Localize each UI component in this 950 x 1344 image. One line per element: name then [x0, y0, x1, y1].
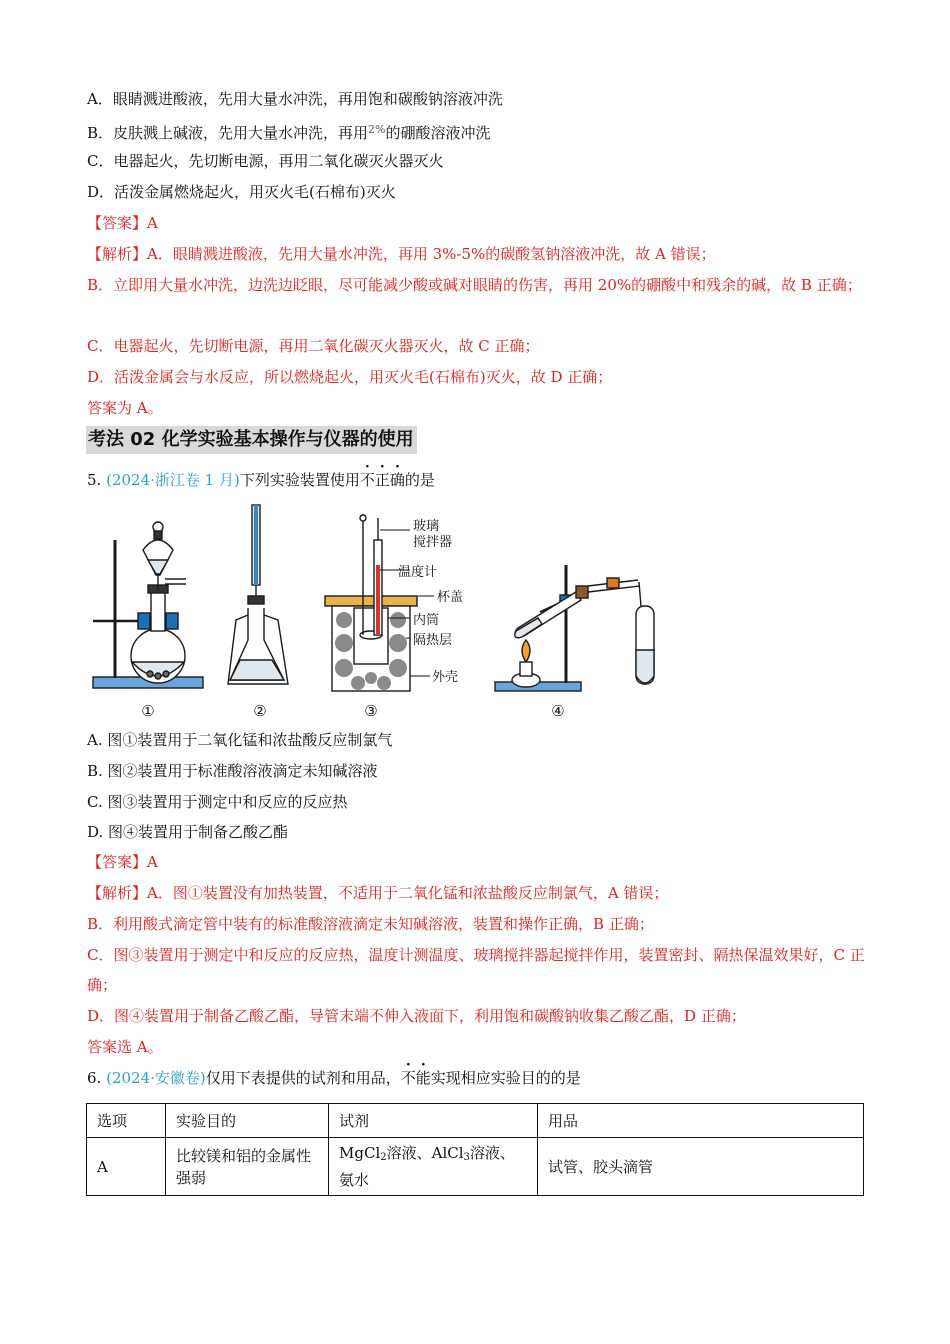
q5-emphasis-1: 不 [359, 471, 375, 489]
label-shell: 外壳 [432, 670, 459, 685]
reagent-mgcl: MgCl [339, 1144, 381, 1162]
q4-analysis-c: C．电器起火，先切断电源，再用二氧化碳灭火器灭火，故 C 正确； [87, 337, 540, 355]
q6-emphasis-1: 不 [400, 1069, 416, 1087]
reagent-ammonia: 溶液、氨水 [339, 1144, 515, 1189]
apparatus-3-calorimeter [325, 514, 417, 691]
q6-stem-pre: 仅用下表提供的试剂和用品， [205, 1069, 401, 1087]
cell-purpose: 比较镁和铝的金属性强弱 [166, 1138, 329, 1196]
apparatus-2-titration [228, 505, 288, 684]
q5-analysis-a: 【解析】A．图①装置没有加热装置，不适用于二氧化锰和浓盐酸反应制氯气，A 错误； [87, 884, 669, 902]
q5-analysis-d: D．图④装置用于制备乙酸乙酯，导管末端不伸入液面下，利用饱和碳酸钠收集乙酸乙酯，D 正确； [87, 1007, 746, 1025]
q5-stem-post: 的是 [404, 471, 435, 489]
q5-number: 5. [87, 471, 102, 489]
q6-number: 6. [87, 1069, 102, 1087]
q5-stem-pre: 下列实验装置使用 [239, 471, 360, 489]
table-row [87, 1138, 864, 1196]
q5-option-a: A. 图①装置用于二氧化锰和浓盐酸反应制氯气 [87, 731, 393, 749]
cell-items: 试管、胶头滴管 [538, 1138, 864, 1196]
q6-source: (2024·安徽卷) [106, 1069, 206, 1087]
q4-option-b-percent: 2% [368, 123, 386, 136]
q4-answer: 【答案】A [87, 214, 158, 232]
cell-option: A [87, 1138, 166, 1196]
header-items: 用品 [538, 1104, 864, 1138]
q5-answer: 【答案】A [87, 853, 158, 871]
figure-captions [141, 702, 564, 720]
caption-2: ② [253, 702, 267, 720]
q4-option-a: A．眼睛溅进酸液，先用大量水冲洗，再用饱和碳酸钠溶液冲洗 [87, 90, 503, 108]
q4-option-b [87, 120, 491, 143]
label-inner-cup: 内筒 [413, 613, 440, 628]
apparatus-1-chlorine-setup [93, 522, 203, 688]
label-glass: 玻璃 [413, 519, 440, 534]
q4-analysis-b: B．立即用大量水冲洗，边洗边眨眼，尽可能减少酸或碱对眼睛的伤害，再用 20%的硼酸中和残余的碱，故 B 正确； [87, 276, 862, 294]
header-reagent: 试剂 [329, 1104, 538, 1138]
q6-stem-post: 实现相应实验目的的是 [430, 1069, 581, 1087]
q5-conclusion: 答案选 A。 [87, 1038, 163, 1056]
q5-apparatus-figure [88, 500, 678, 725]
reagent-mg-subscript: 2 [380, 1152, 387, 1163]
q5-option-b: B. 图②装置用于标准酸溶液滴定未知碱溶液 [87, 762, 378, 780]
q6-stem [87, 1068, 581, 1088]
label-lid: 杯盖 [437, 590, 464, 605]
label-stirrer: 搅拌器 [413, 535, 453, 550]
caption-1: ① [141, 702, 155, 720]
reagent-al-subscript: 3 [463, 1152, 470, 1163]
q4-option-b-pre: B．皮肤溅上碱液，先用大量水冲洗，再用 [87, 124, 369, 142]
header-purpose: 实验目的 [166, 1104, 329, 1138]
q6-table [86, 1103, 864, 1196]
section-heading: 考法 02 化学实验基本操作与仪器的使用 [86, 426, 417, 454]
q5-emphasis-2: 正 [374, 471, 390, 489]
q5-source: (2024·浙江卷 1 月) [106, 471, 240, 489]
table-header-row [87, 1104, 864, 1138]
q4-option-c: C．电器起火，先切断电源，再用二氧化碳灭火器灭火 [87, 152, 444, 170]
q4-conclusion: 答案为 A。 [87, 399, 163, 417]
q5-stem [87, 470, 435, 490]
q5-option-c: C. 图③装置用于测定中和反应的反应热 [87, 793, 348, 811]
q5-analysis-b: B．利用酸式滴定管中装有的标准酸溶液滴定未知碱溶液，装置和操作正确，B 正确； [87, 915, 654, 933]
header-option: 选项 [87, 1104, 166, 1138]
q4-option-d: D．活泼金属燃烧起火，用灭火毛(石棉布)灭火 [87, 183, 396, 201]
q4-option-b-post: 的硼酸溶液冲洗 [385, 124, 491, 142]
label-insulation: 隔热层 [413, 633, 453, 648]
caption-4: ④ [551, 702, 565, 720]
cell-reagent [329, 1138, 538, 1196]
q4-analysis-d: D．活泼金属会与水反应，所以燃烧起火，用灭火毛(石棉布)灭火，故 D 正确； [87, 368, 613, 386]
q5-emphasis-3: 确 [389, 471, 405, 489]
label-thermometer: 温度计 [398, 565, 438, 580]
q6-emphasis-2: 能 [415, 1069, 431, 1087]
q5-option-d: D. 图④装置用于制备乙酸乙酯 [87, 823, 289, 841]
reagent-alcl: 溶液、AlCl [386, 1144, 464, 1162]
caption-3: ③ [364, 702, 378, 720]
q5-analysis-c: C．图③装置用于测定中和反应的反应热，温度计测温度、玻璃搅拌器起搅拌作用，装置密封、隔热保温效果好，C 正确； [87, 946, 865, 994]
q4-analysis-a: 【解析】A．眼睛溅进酸液，先用大量水冲洗，再用 3%-5%的碳酸氢钠溶液冲洗，故 A 错误； [87, 245, 716, 263]
apparatus-4-ester-setup [495, 565, 654, 691]
